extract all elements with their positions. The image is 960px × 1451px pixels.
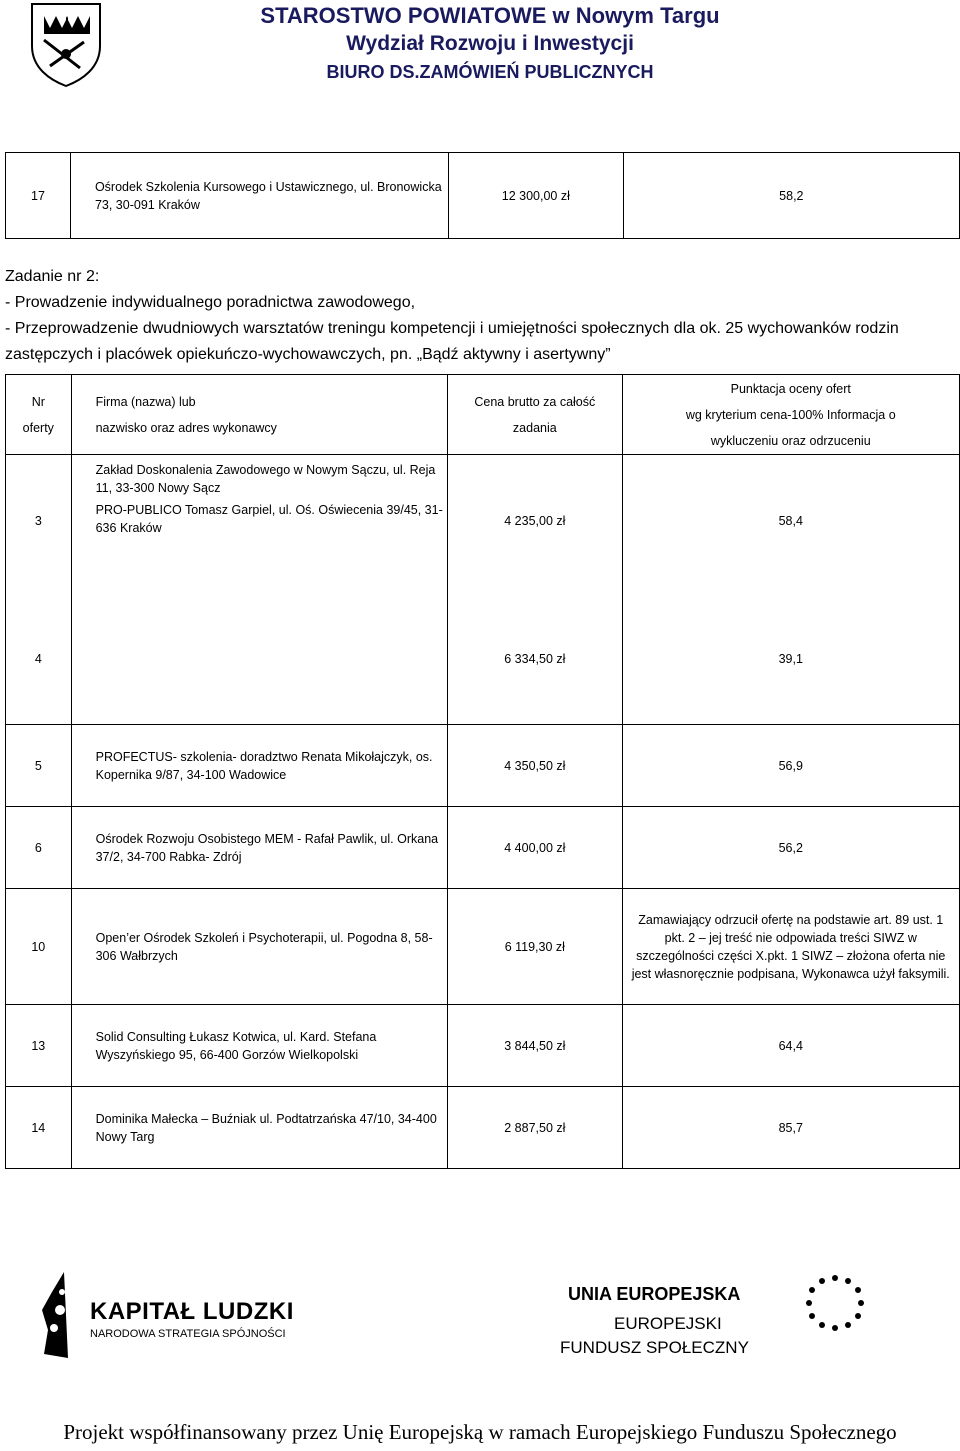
eu-social-fund-logo [560,1278,810,1368]
offer-firm: Dominika Małecka – Buźniak ul. Podtatrzańska 47/10, 34-400 Nowy Targ [71,1087,448,1169]
document-header [130,2,850,86]
offer-number-4: 4 [34,651,42,666]
kapital-ludzki-subtitle: NARODOWA STRATEGIA SPÓJNOŚCI [90,1328,286,1340]
task-line-1: - Prowadzenie indywidualnego poradnictwa zawodowego, [5,294,416,311]
offer-points: 64,4 [622,1005,959,1087]
header-price [448,375,622,455]
header-office-name: STAROSTWO POWIATOWE w Nowym Targu [260,3,720,28]
offer-points-4: 39,1 [778,651,803,666]
offers-table-task1-continued [5,152,960,239]
offer-points: Zamawiający odrzucił ofertę na podstawie art. 89 ust. 1 pkt. 2 – jej treść nie odpowiada treści SIWZ w szczególności części X.pkt. 1 SIWZ – złożona oferta nie jest własnoręcznie podpisana, Wykonawca użył faksymili. [622,889,959,1005]
offer-price: 4 400,00 zł [448,807,622,889]
task-description [5,264,945,368]
header-points [622,375,959,455]
offer-number: 10 [6,889,72,1005]
offer-number: 5 [6,725,72,807]
table-row [6,1005,960,1087]
offer-firm: Ośrodek Szkolenia Kursowego i Ustawicznego, ul. Bronowicka 73, 30-091 Kraków [70,153,448,239]
county-crest-icon [30,2,102,88]
footer-cofinancing-note: Projekt współfinansowany przez Unię Europejską w ramach Europejskiego Funduszu Społecznego [63,1420,897,1444]
header-nr-line1: Nr [31,394,45,409]
offer-number: 17 [6,153,71,239]
header-firm-line2: nazwisko oraz adres wykonawcy [95,420,277,435]
offer-number [6,455,72,725]
eu-flag-icon [780,1268,890,1342]
task-line-2: - Przeprowadzenie dwudniowych warsztatów treningu kompetencji i umiejętności społecznych dla ok. 25 wychowanków rodzin zastępczych i placówek opiekuńczo-wychowawczych, pn. „Bądź aktywny i asertywny” [5,320,899,363]
offer-points: 85,7 [622,1087,959,1169]
offers-table-task2 [5,374,960,1169]
offer-firm: Ośrodek Rozwoju Osobistego MEM - Rafał Pawlik, ul. Orkana 37/2, 34-700 Rabka- Zdrój [71,807,448,889]
header-firm-line1: Firma (nazwa) lub [95,394,196,409]
offer-points [622,455,959,725]
offer-firm: Solid Consulting Łukasz Kotwica, ul. Kard. Stefana Wyszyńskiego 95, 66-400 Gorzów Wielkopolski [71,1005,448,1087]
header-points-line3: wykluczeniu oraz odrzuceniu [710,433,871,448]
offer-price: 6 119,30 zł [448,889,622,1005]
offer-price-3: 4 235,00 zł [504,513,566,528]
offer-firm-4: PRO-PUBLICO Tomasz Garpiel, ul. Oś. Oświecenia 39/45, 31-636 Kraków [95,503,443,535]
offer-firm: Open’er Ośrodek Szkoleń i Psychoterapii, ul. Pogodna 8, 58-306 Wałbrzych [71,889,448,1005]
header-nr [6,375,72,455]
offer-number-3: 3 [34,513,42,528]
header-points-line2: wg kryterium cena-100% Informacja o [685,407,896,422]
eu-title: UNIA EUROPEJSKA [568,1284,741,1304]
offer-number: 14 [6,1087,72,1169]
header-bureau: BIURO DS.ZAMÓWIEŃ PUBLICZNYCH [326,62,654,82]
eu-fund-line1: EUROPEJSKI [614,1314,722,1333]
table-row [6,807,960,889]
offer-number: 6 [6,807,72,889]
offer-price-4: 6 334,50 zł [504,651,566,666]
offer-firm: PROFECTUS- szkolenia- doradztwo Renata Mikołajczyk, os. Kopernika 9/87, 34-100 Wadowice [71,725,448,807]
header-price-line1: Cena brutto za całość [474,394,596,409]
offer-points-3: 58,4 [778,513,803,528]
offer-points: 56,9 [622,725,959,807]
offer-firm [71,455,448,725]
eu-fund-line2: FUNDUSZ SPOŁECZNY [560,1338,749,1357]
offer-points: 58,2 [623,153,959,239]
table-row [6,1087,960,1169]
offer-points: 56,2 [622,807,959,889]
kapital-ludzki-logo [40,1270,300,1360]
header-price-line2: zadania [512,420,557,435]
header-firm [71,375,448,455]
offer-price: 3 844,50 zł [448,1005,622,1087]
table-row [6,889,960,1005]
header-points-line1: Punktacja oceny ofert [730,381,851,396]
table-row [6,153,960,239]
offer-price: 4 350,50 zł [448,725,622,807]
table-row [6,455,960,725]
table-row [6,725,960,807]
offer-firm-3: Zakład Doskonalenia Zawodowego w Nowym Sączu, ul. Reja 11, 33-300 Nowy Sącz [95,463,436,495]
kapital-ludzki-title: KAPITAŁ LUDZKI [90,1298,294,1325]
offer-price [448,455,622,725]
header-department: Wydział Rozwoju i Inwestycji [346,32,634,55]
offer-number: 13 [6,1005,72,1087]
offer-price: 12 300,00 zł [448,153,623,239]
table-header-row [6,375,960,455]
header-nr-line2: oferty [22,420,54,435]
offer-price: 2 887,50 zł [448,1087,622,1169]
task-title: Zadanie nr 2: [5,268,100,285]
kapital-ludzki-emblem-icon [40,1270,80,1360]
